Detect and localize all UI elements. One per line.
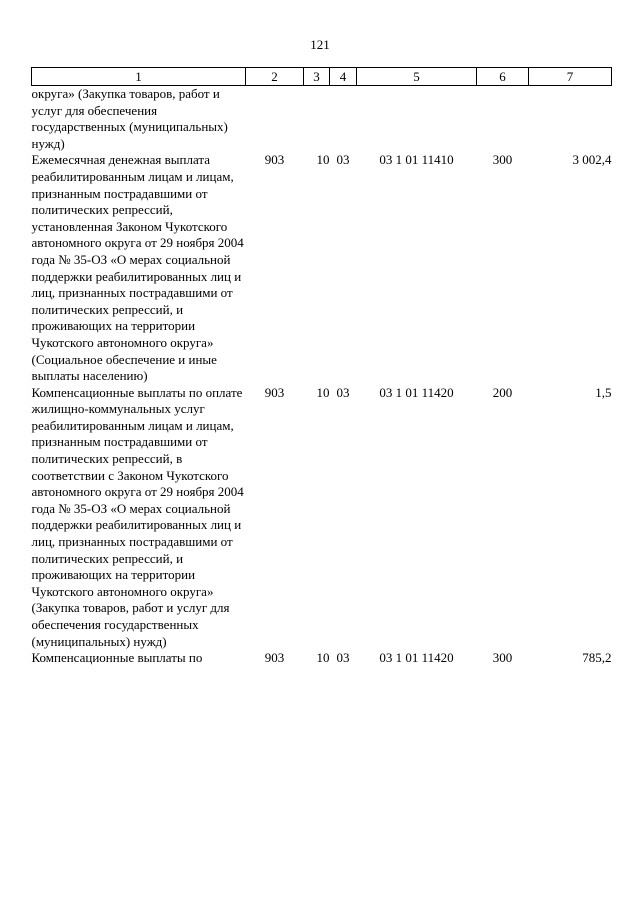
row-target: 03 1 01 11420 xyxy=(379,384,454,400)
row-name: Компенсационные выплаты по xyxy=(31,650,203,666)
table-row xyxy=(32,650,612,667)
col-header-2: 2 xyxy=(246,68,304,86)
row-subsection: 03 xyxy=(336,384,350,400)
col-header-6: 6 xyxy=(477,68,529,86)
row-admin: 903 xyxy=(264,384,285,400)
row-section: 10 xyxy=(316,152,330,168)
page-number: 121 xyxy=(310,37,330,52)
row-amount xyxy=(529,86,612,153)
row-admin xyxy=(246,86,304,153)
table-row xyxy=(32,152,612,384)
col-header-1: 1 xyxy=(32,68,246,86)
row-target: 03 1 01 11420 xyxy=(379,650,454,666)
row-admin: 903 xyxy=(264,152,285,168)
row-section: 10 xyxy=(316,650,330,666)
row-subsection: 03 xyxy=(336,650,350,666)
col-header-4: 4 xyxy=(330,68,357,86)
row-type: 300 xyxy=(492,152,513,168)
table-row xyxy=(32,86,612,153)
row-subsection xyxy=(330,86,357,153)
row-target: 03 1 01 11410 xyxy=(379,152,454,168)
budget-table xyxy=(31,67,612,667)
row-type: 200 xyxy=(492,384,513,400)
row-admin: 903 xyxy=(264,650,285,666)
row-section xyxy=(304,86,330,153)
row-name: Компенсационные выплаты по оплате жилищно-коммунальных услуг реабилитированным лицам и лицам, признанным пострадавшими от политических репрессий, в соответствии с Законом Чукотского автономного округа от 29 ноября 2004 года № 35-ОЗ «О мерах социальной поддержки реабилитированных лиц и лиц, признанных пострадавшими от политических репрессий, и проживающих на территории Чукотского автономного округа» (Закупка товаров, работ и услуг для обеспечения государственных (муниципальных) нужд) xyxy=(31,384,244,649)
row-amount: 785,2 xyxy=(582,650,612,666)
row-name: Ежемесячная денежная выплата реабилитированным лицам и лицам, признанным пострадавшими от политических репрессий, установленная Законом Чукотского автономного округа от 29 ноября 2004 года № 35-ОЗ «О мерах социальной поддержки реабилитированных лиц и лиц, признанных пострадавшими от политических репрессий, и проживающих на территории Чукотского автономного округа» (Социальное обеспечение и иные выплаты населению) xyxy=(31,152,244,384)
header-row xyxy=(32,68,612,86)
row-amount: 1,5 xyxy=(595,384,612,400)
table-row xyxy=(32,385,612,651)
row-type xyxy=(477,86,529,153)
row-section: 10 xyxy=(316,384,330,400)
row-amount: 3 002,4 xyxy=(572,152,612,168)
row-target xyxy=(357,86,477,153)
col-header-5: 5 xyxy=(357,68,477,86)
col-header-3: 3 xyxy=(304,68,330,86)
row-name: округа» (Закупка товаров, работ и услуг для обеспечения государственных (муниципальных) нужд) xyxy=(31,86,228,151)
col-header-7: 7 xyxy=(529,68,612,86)
row-subsection: 03 xyxy=(336,152,350,168)
row-type: 300 xyxy=(492,650,513,666)
